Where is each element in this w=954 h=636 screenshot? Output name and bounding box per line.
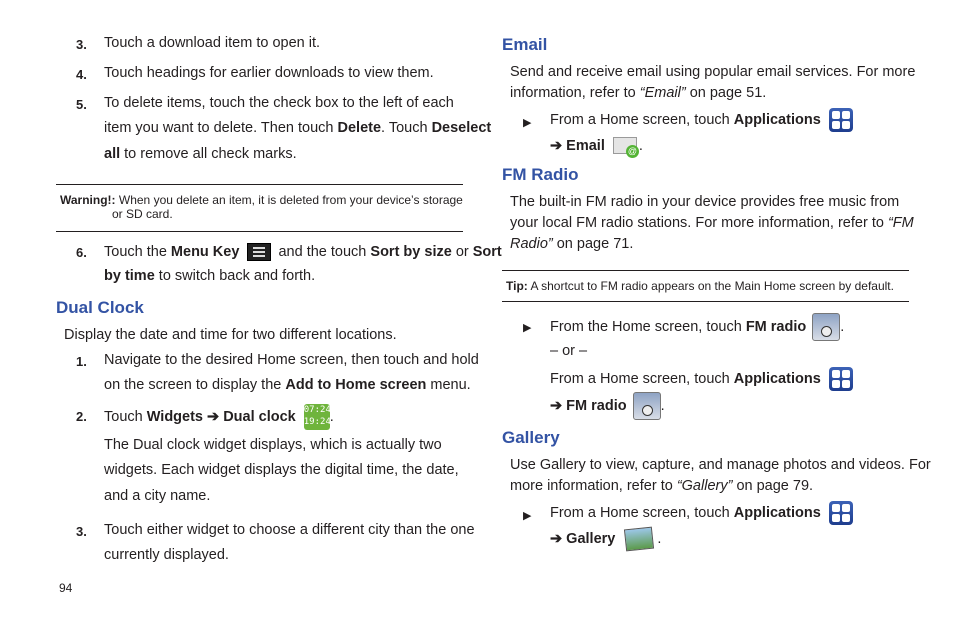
cross-reference: Radio”: [510, 236, 553, 252]
cross-reference: “FM: [887, 215, 914, 231]
bullet-icon: ▶: [523, 117, 532, 129]
section-text: The built-in FM radio in your device provides free music from: [510, 194, 900, 210]
step-description: and a city name.: [104, 488, 211, 504]
divider: [56, 231, 463, 232]
applications-icon: [829, 501, 853, 525]
section-heading-dual-clock: Dual Clock: [56, 298, 144, 317]
text-run: menu.: [426, 377, 471, 393]
tip-text: A shortcut to FM radio appears on the Main Home screen by default.: [527, 279, 894, 293]
text-run: information, refer to: [510, 85, 640, 101]
ui-term: Applications: [733, 504, 821, 521]
step-text: To delete items, touch the check box to the left of each: [104, 95, 454, 111]
text-run: on page 71.: [552, 236, 634, 252]
step-text: ➔ Email @ .: [550, 134, 643, 158]
step-text: From the Home screen, touch FM radio .: [550, 313, 844, 341]
ui-term: Applications: [733, 370, 821, 387]
section-text: [510, 85, 766, 101]
tip-label: Tip:: [506, 279, 528, 293]
text-run: From a Home screen, touch: [550, 504, 734, 521]
fm-radio-icon: [812, 313, 840, 341]
step-text: currently displayed.: [104, 547, 229, 563]
divider: [56, 184, 463, 185]
ui-term: Deselect: [431, 120, 492, 136]
section-text: [510, 236, 633, 252]
section-text: Send and receive email using popular email services. For more: [510, 64, 916, 80]
step-text: ➔ Gallery .: [550, 528, 661, 550]
step-text: Touch Widgets ➔ Dual clock 07:24 19:24 .: [104, 404, 334, 430]
clock-time: 07:24: [303, 405, 331, 415]
ui-term: Delete: [337, 120, 382, 136]
menu-key-icon: [247, 243, 271, 261]
or-separator: – or –: [550, 343, 588, 359]
warning-note: [60, 193, 463, 207]
text-run: item you want to delete. Then touch: [104, 120, 338, 136]
divider: [502, 301, 909, 302]
section-heading-gallery: Gallery: [502, 428, 560, 447]
cross-reference: “Email”: [639, 85, 686, 101]
step-text: [104, 146, 297, 162]
warning-text: or SD card.: [112, 207, 173, 221]
ui-term: all: [104, 146, 121, 162]
step-number: 6.: [76, 245, 87, 260]
step-text: Touch headings for earlier downloads to view them.: [104, 65, 434, 81]
fm-radio-icon: [633, 392, 661, 420]
section-text: [510, 215, 914, 231]
text-run: on the screen to display the: [104, 377, 286, 393]
text-run: your local FM radio stations. For more information, refer to: [510, 215, 888, 231]
text-run: . Touch: [381, 120, 432, 136]
text-run: more information, refer to: [510, 478, 677, 494]
section-text: Use Gallery to view, capture, and manage photos and videos. For: [510, 457, 931, 473]
ui-term: ➔ Email: [550, 137, 605, 154]
warning-label: Warning!:: [60, 193, 116, 207]
warning-text: When you delete an item, it is deleted from your device’s storage: [115, 193, 463, 207]
ui-term: Add to Home screen: [285, 377, 427, 393]
ui-term: Widgets ➔ Dual clock: [146, 408, 296, 425]
ui-term: Sort: [472, 243, 502, 260]
applications-icon: [829, 108, 853, 132]
email-icon: [613, 134, 639, 158]
step-description: The Dual clock widget displays, which is actually two: [104, 437, 442, 453]
step-text: [104, 377, 471, 393]
text-run: to switch back and forth.: [154, 268, 316, 284]
applications-icon: [829, 367, 853, 391]
step-number: 1.: [76, 354, 87, 369]
text-run: on page 51.: [685, 85, 767, 101]
step-text: ➔ FM radio .: [550, 392, 665, 420]
ui-term: Applications: [733, 111, 821, 128]
text-run: or: [451, 243, 473, 260]
section-intro: Display the date and time for two different locations.: [64, 327, 397, 343]
step-number: 2.: [76, 409, 87, 424]
ui-term: by time: [104, 268, 155, 284]
step-text: [104, 243, 502, 261]
text-run: Touch the: [104, 243, 171, 260]
ui-term: Menu Key: [170, 243, 240, 260]
section-heading-fm-radio: FM Radio: [502, 165, 579, 184]
ui-term: FM radio: [745, 318, 807, 335]
divider: [502, 270, 909, 271]
tip-note: [506, 279, 894, 293]
section-text: [510, 478, 813, 494]
step-text: [550, 367, 853, 391]
ui-term: ➔ FM radio: [550, 397, 627, 414]
ui-term: Sort by size: [370, 243, 452, 260]
step-text: [104, 268, 315, 284]
step-text: Touch either widget to choose a different city than the one: [104, 522, 475, 538]
step-number: 5.: [76, 97, 87, 112]
step-text: Navigate to the desired Home screen, then touch and hold: [104, 352, 479, 368]
step-number: 3.: [76, 37, 87, 52]
step-text: [550, 501, 853, 525]
page-number: 94: [59, 581, 73, 595]
text-run: From the Home screen, touch: [550, 318, 746, 335]
clock-time: 19:24: [303, 417, 331, 427]
step-description: widgets. Each widget displays the digital time, the date,: [104, 462, 459, 478]
text-run: From a Home screen, touch: [550, 111, 734, 128]
ui-term: ➔ Gallery: [550, 530, 616, 547]
text-run: to remove all check marks.: [120, 146, 297, 162]
at-sign: @: [627, 146, 637, 156]
gallery-icon: [624, 527, 654, 552]
text-run: and the touch: [278, 243, 371, 260]
step-number: 4.: [76, 67, 87, 82]
step-text: [550, 108, 853, 132]
text-run: on page 79.: [732, 478, 814, 494]
text-run: From a Home screen, touch: [550, 370, 734, 387]
dual-clock-icon: [304, 404, 330, 430]
text-run: Touch: [104, 408, 147, 425]
step-number: 3.: [76, 524, 87, 539]
step-text: Touch a download item to open it.: [104, 35, 321, 51]
bullet-icon: ▶: [523, 322, 532, 334]
cross-reference: “Gallery”: [676, 478, 733, 494]
section-heading-email: Email: [502, 35, 548, 54]
step-text: [104, 120, 491, 136]
bullet-icon: ▶: [523, 510, 532, 522]
